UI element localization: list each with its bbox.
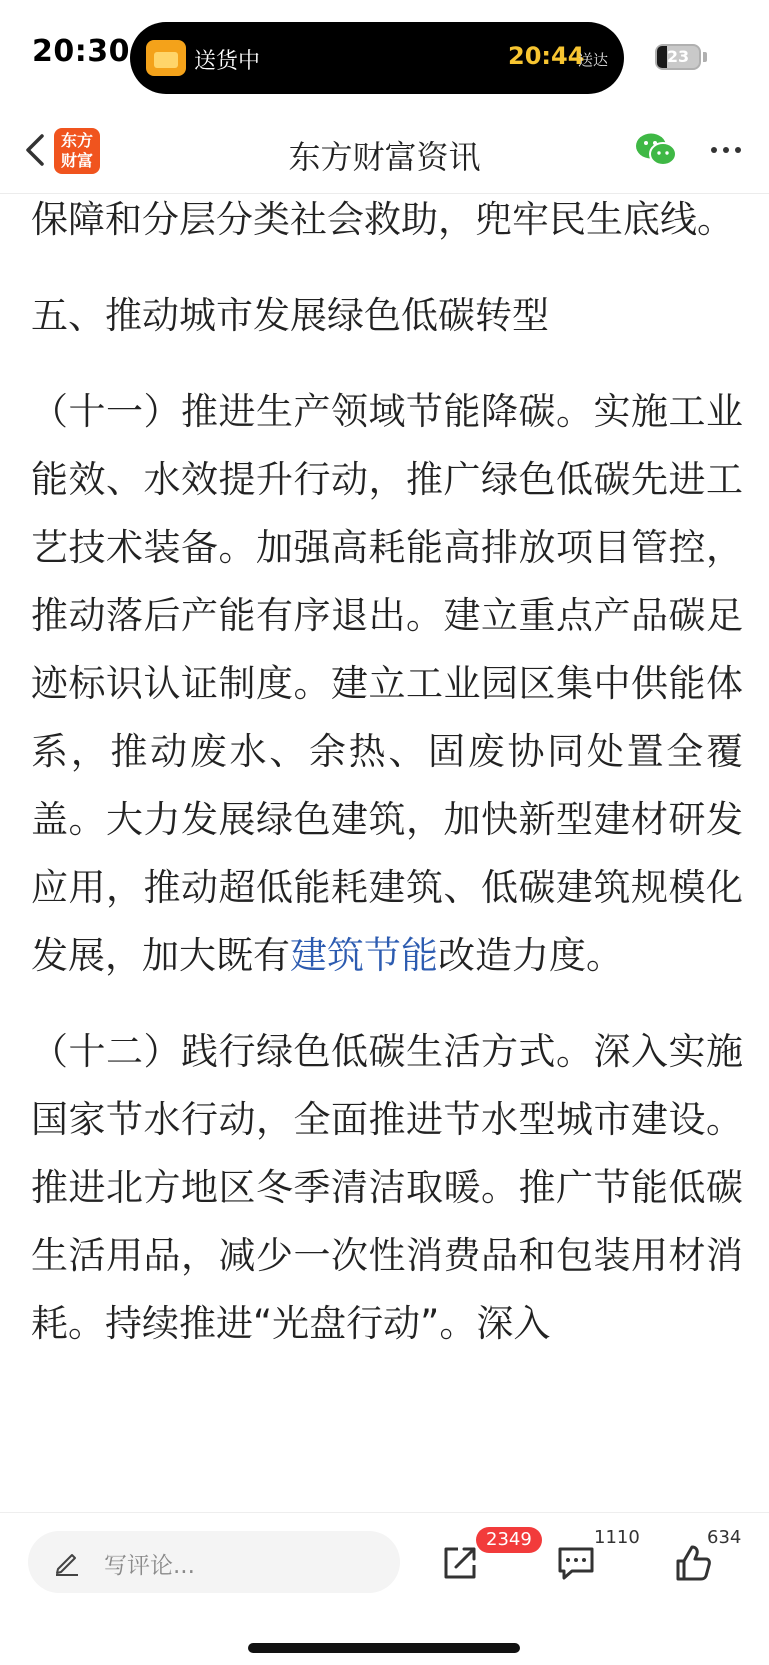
comment-icon [554,1541,598,1585]
battery-tip [703,52,707,62]
more-icon[interactable] [708,138,744,162]
delivery-eta-time: 20:44 [508,42,585,70]
article-paragraph: （十二）践行绿色低碳生活方式。深入实施国家节水行动，全面推进节水型城市建设。推进北方地区冬季清洁取暖。推广节能低碳生活用品，减少一次性消费品和包装用材消耗。持续推进“光盘行动”。深入 [31,1030,743,1345]
app-logo-line1: 东方 [60,131,93,150]
app-logo-line2: 财富 [60,151,93,170]
comment-placeholder: 写评论... [104,1553,195,1579]
comment-count: 1110 [594,1527,640,1548]
pencil-icon [52,1547,82,1577]
paragraph-text: 改造力度。 [438,934,623,977]
home-indicator[interactable] [248,1643,520,1653]
nav-bar [0,112,769,194]
share-count-badge: 2349 [476,1527,542,1553]
article-paragraph: 保障和分层分类社会救助，兜牢民生底线。 [31,198,734,241]
article-body [31,186,743,1512]
wechat-icon[interactable] [634,130,678,170]
comment-input[interactable] [28,1531,400,1593]
share-icon [438,1541,482,1585]
page-title: 东方财富资讯 [288,138,481,176]
delivery-box-icon [146,40,186,76]
status-bar [0,0,769,112]
delivery-status-label: 送货中 [194,49,261,74]
status-time: 20:30 [32,34,130,69]
delivery-eta-suffix: 送达 [578,51,609,69]
delivery-live-activity[interactable] [130,22,624,94]
battery-icon [655,44,701,70]
stock-concept-link[interactable]: 建筑节能 [290,934,438,977]
battery-level: 23 [666,47,690,66]
paragraph-text: （十一）推进生产领域节能降碳。实施工业能效、水效提升行动，推广绿色低碳先进工艺技术装备。加强高耗能高排放项目管控，推动落后产能有序退出。建立重点产品碳足迹标识认证制度。建立工业园区集中供能体系，推动废水、余热、固废协同处置全覆盖。大力发展绿色建筑，加快新型建材研发应用，推动超低能耗建筑、低碳建筑规模化发展，加大既有 [31,390,743,977]
like-count: 634 [707,1527,742,1548]
article-paragraph [31,378,743,990]
section-heading: 五、推动城市发展绿色低碳转型 [31,294,549,337]
